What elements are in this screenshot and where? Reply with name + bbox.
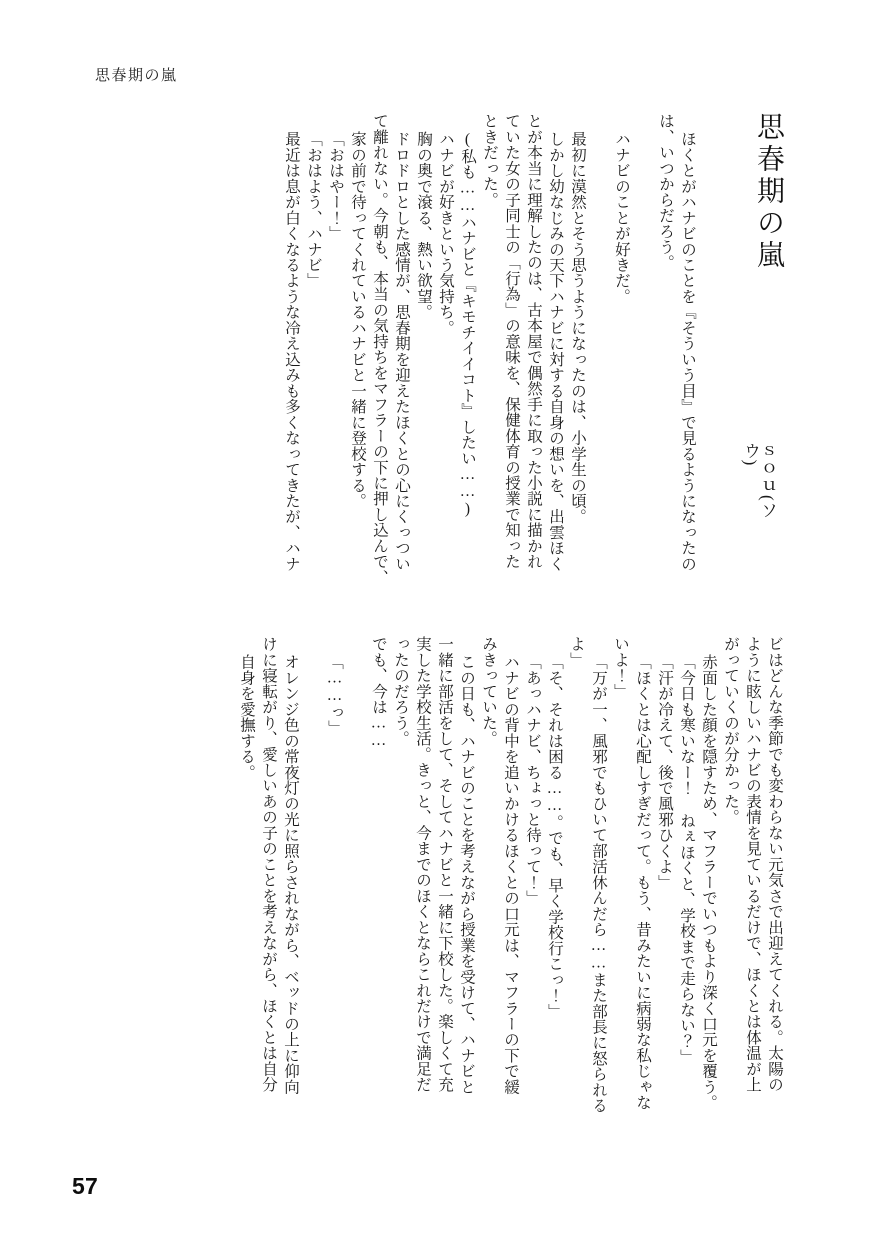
text-column: (私も……ハナビと『キモチイイコト』したい……) xyxy=(459,131,476,518)
text-column xyxy=(342,636,364,1156)
text-column: 「おはやー！」 xyxy=(327,131,344,242)
text-column xyxy=(629,113,651,613)
author-byline: ｓｏｕ(ソウ) xyxy=(741,442,777,520)
text-column: ときだった。 xyxy=(481,113,498,208)
text-column: て離れない。今朝も、本当の気持ちをマフラーの下に押し込んで、 xyxy=(371,113,388,585)
text-column xyxy=(298,636,320,1156)
text-column: 「万が一、風邪でもひいて部活休んだら……また部長に怒られる xyxy=(590,654,607,1114)
text-column: 「あっハナビ、ちょっと待って！」 xyxy=(524,654,541,906)
page-number: 57 xyxy=(72,1173,99,1199)
text-column: 「そ、それは困る……。でも、早く学校行こっ！」 xyxy=(546,654,563,1019)
text-column: がっていくのが分かった。 xyxy=(722,636,739,825)
text-column: ハナビが好きという気持ち。 xyxy=(437,131,454,336)
text-column: でも、今は…… xyxy=(370,636,387,750)
text-column: いよ！」 xyxy=(612,636,629,699)
page-title: 思春期の嵐 xyxy=(753,112,784,272)
body-block-upper xyxy=(95,113,695,613)
text-column: ったのだろう。 xyxy=(392,636,409,747)
text-column: 「今日も寒いなー！ ねぇほくと、学校まで走らない？」 xyxy=(678,654,695,1065)
text-column: ビはどんな季節でも変わらない元気さで出迎えてくれる。太陽の xyxy=(766,636,783,1093)
text-column: オレンジ色の常夜灯の光に照らされながら、ベッドの上に仰向 xyxy=(282,654,299,1095)
text-column: よ」 xyxy=(568,636,585,668)
text-column: 家の前で待ってくれているハナビと一緒に登校する。 xyxy=(349,131,366,509)
text-column xyxy=(585,113,607,613)
text-column: みきっていた。 xyxy=(480,636,497,747)
text-column: ように眩しいハナビの表情を見ているだけで、ほくとは体温が上 xyxy=(744,636,761,1093)
running-header: 思春期の嵐 xyxy=(95,68,178,84)
text-column: 最近は息が白くなるような冷え込みも多くなってきたが、ハナ xyxy=(283,131,300,572)
text-column: しかし幼なじみの天下ハナビに対する自身の想いを、出雲ほく xyxy=(547,131,564,572)
text-column: 「ほくとは心配しすぎだって。もう、昔みたいに病弱な私じゃな xyxy=(634,654,651,1111)
text-column: 「……っ」 xyxy=(326,654,343,736)
text-column: ドロドロとした感情が、思春期を迎えたほくとの心にくっつい xyxy=(393,131,410,572)
text-column: 胸の奥で滾る、熱い欲望。 xyxy=(415,131,432,320)
text-column: ハナビのことが好きだ。 xyxy=(613,131,630,305)
text-column: は、いつからだろう。 xyxy=(657,113,674,271)
text-column: この日も、ハナビのことを考えながら授業を受けて、ハナビと xyxy=(458,654,475,1095)
text-column: 自身を愛撫する。 xyxy=(238,654,255,780)
text-column: けに寝転がり、愛しいあの子のことを考えながら、ほくとは自分 xyxy=(260,636,277,1093)
text-column: とが本当に理解したのは、古本屋で偶然手に取った小説に描かれ xyxy=(525,113,542,570)
text-column: 実した学校生活。きっと、今までのほくとならこれだけで満足だ xyxy=(414,636,431,1093)
text-column: 一緒に部活をして、そしてハナビと一緒に下校した。楽しくて充 xyxy=(436,636,453,1093)
text-column: ハナビの背中を追いかけるほくとの口元は、マフラーの下で緩 xyxy=(502,654,519,1095)
text-column: 「おはよう、ハナビ」 xyxy=(305,131,322,289)
text-column: 最初に漠然とそう思うようになったのは、小学生の頃。 xyxy=(569,131,586,525)
body-block-lower xyxy=(95,636,782,1156)
text-column: 赤面した顔を隠すため、マフラーでいつもより深く口元を覆う。 xyxy=(700,654,717,1111)
text-column: ていた女の子同士の「行為」の意味を、保健体育の授業で知った xyxy=(503,113,520,570)
text-column: 「汗が冷えて、後で風邪ひくよ」 xyxy=(656,654,673,890)
text-column: ほくとがハナビのことを『そういう目』で見るようになったの xyxy=(679,131,696,572)
